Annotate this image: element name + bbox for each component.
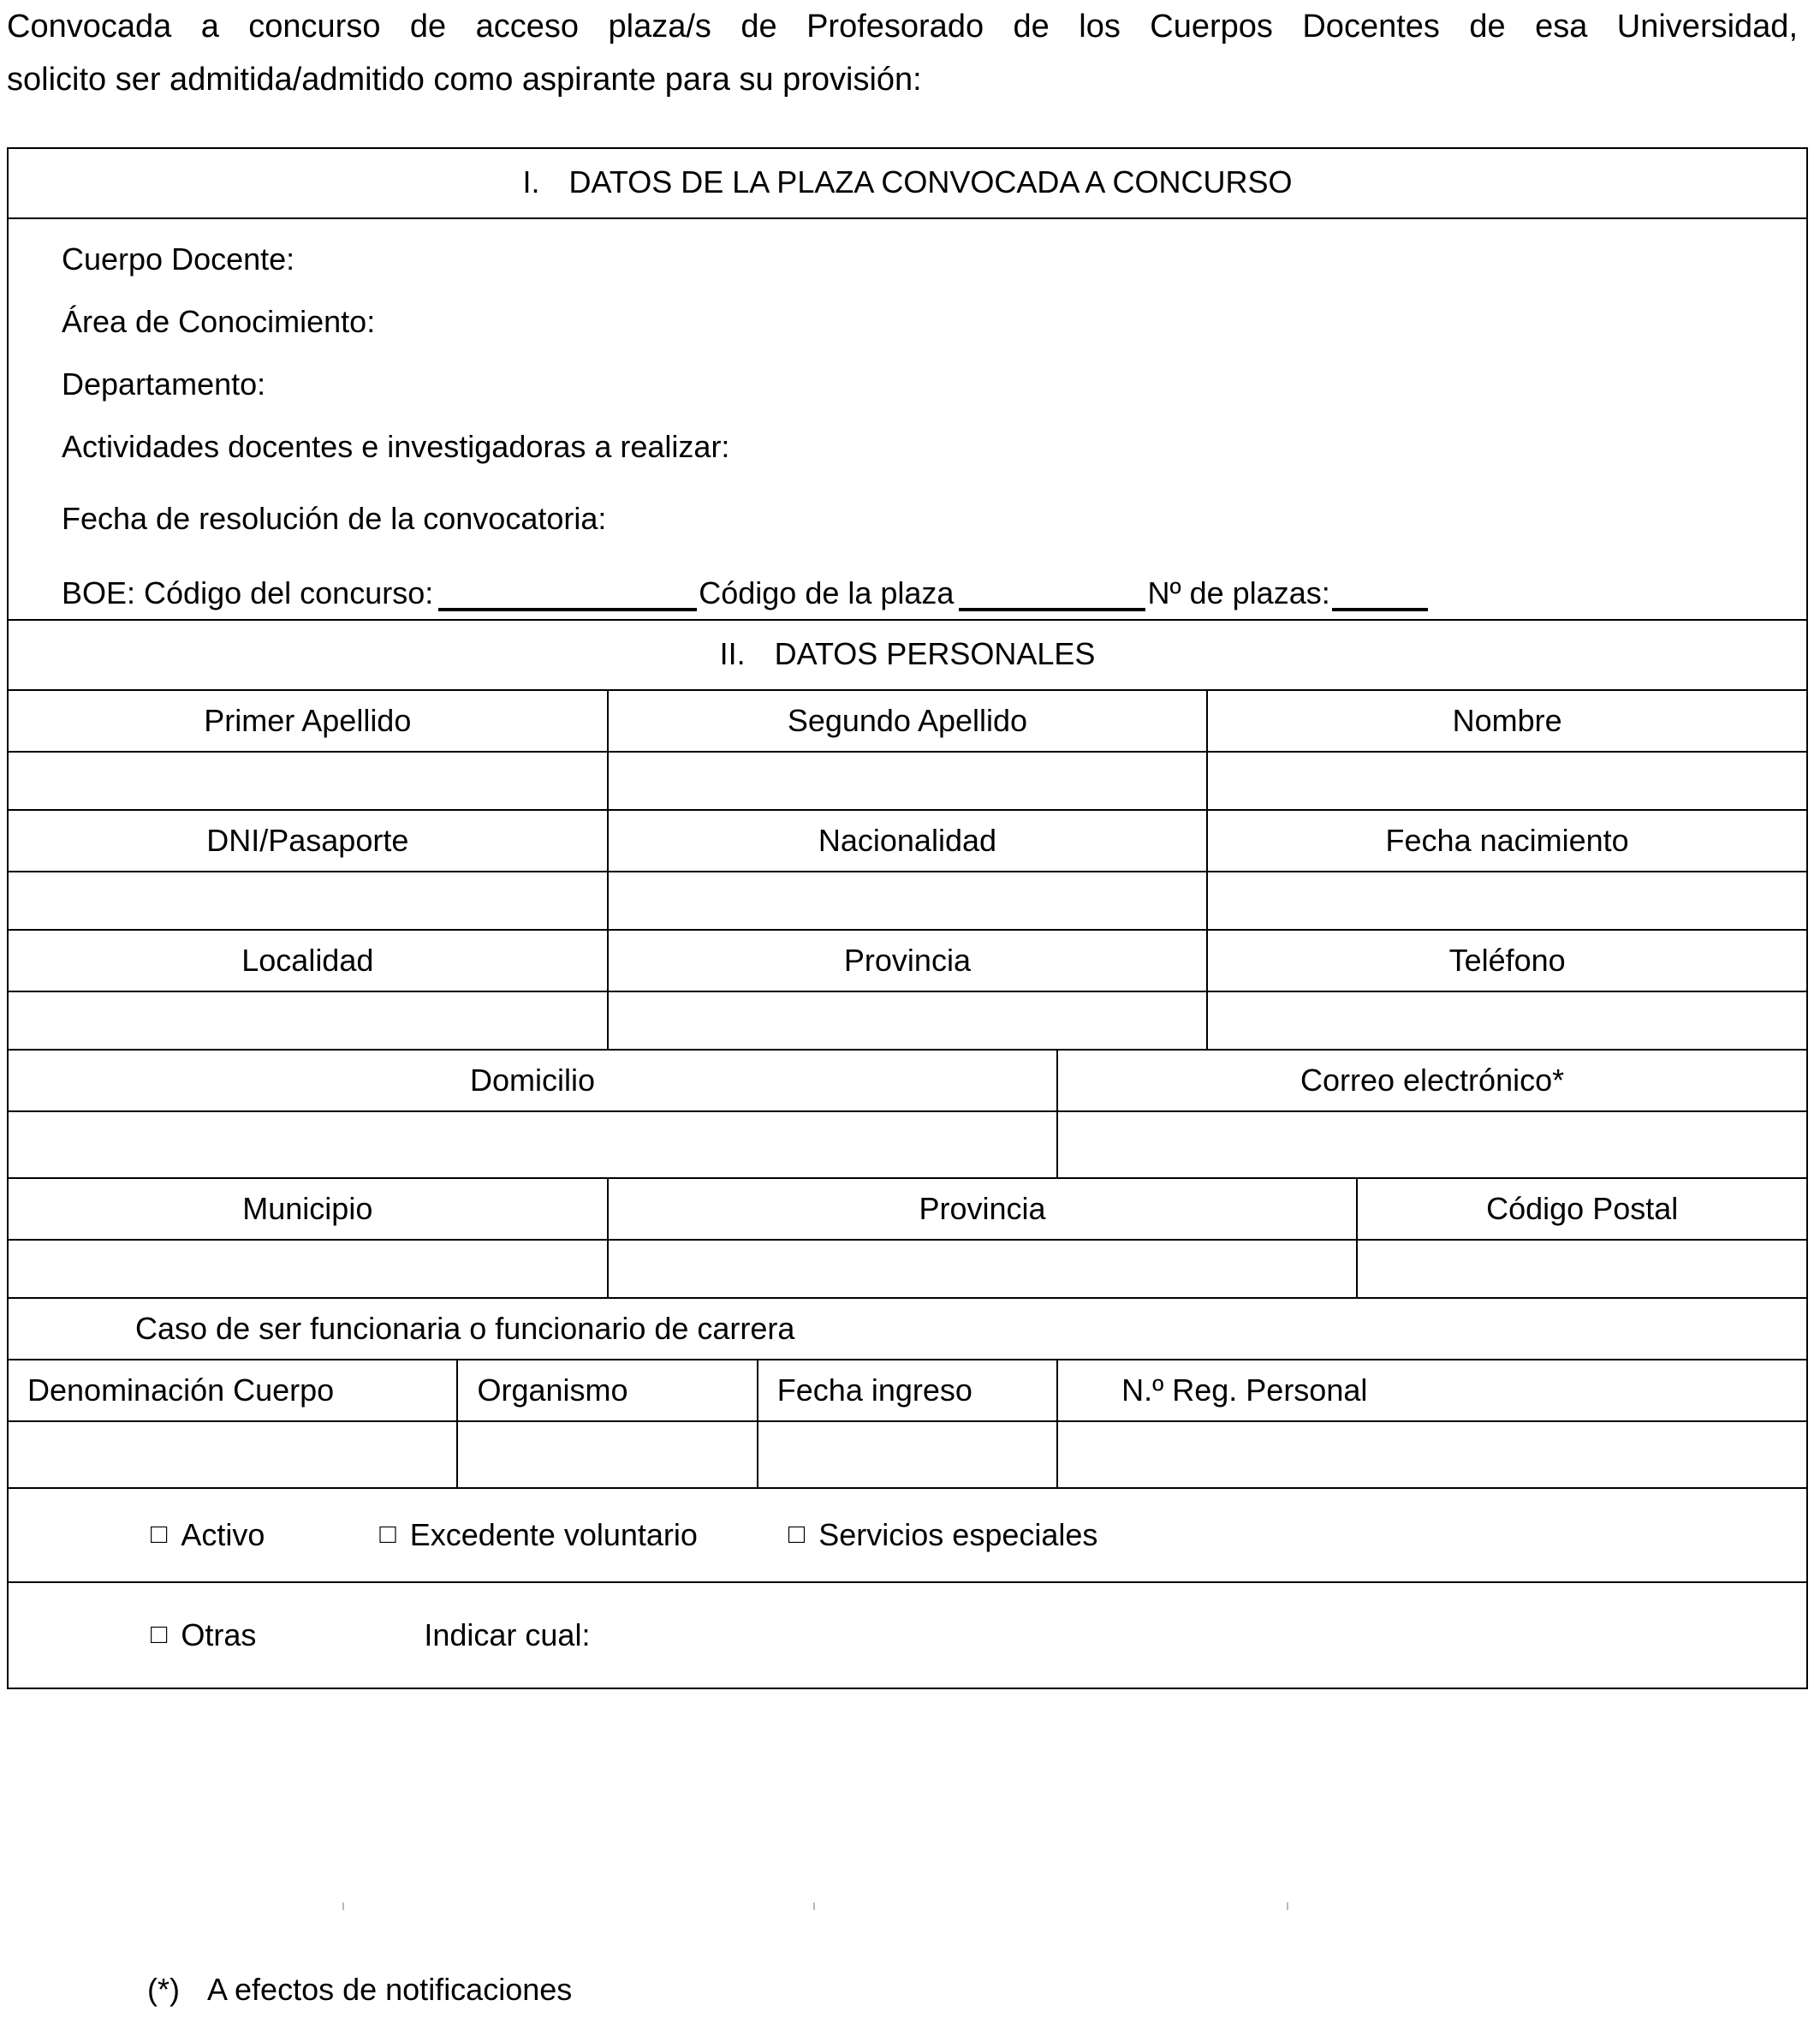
section-1-numeral: I. — [522, 164, 540, 199]
col-header-primer-apellido: Primer Apellido — [8, 690, 608, 752]
section-1-header — [8, 148, 1807, 218]
table-row — [8, 1488, 1807, 1582]
input-provincia-2[interactable] — [608, 1240, 1358, 1298]
checkbox-activo[interactable]: □ — [151, 1518, 168, 1549]
section-1-body-row — [8, 218, 1807, 620]
input-organismo[interactable] — [457, 1421, 757, 1488]
table-row — [8, 1240, 1807, 1298]
input-denominacion-cuerpo[interactable] — [8, 1421, 457, 1488]
ghost-tick-1 — [342, 1902, 344, 1910]
checkbox-servicios-especiales[interactable]: □ — [788, 1518, 806, 1549]
footnote — [147, 1972, 572, 2008]
otras-checkbox-row — [8, 1582, 1807, 1688]
col-header-denominacion-cuerpo: Denominación Cuerpo — [8, 1360, 457, 1421]
col-header-provincia-1: Provincia — [608, 930, 1208, 991]
table-row — [8, 1582, 1807, 1688]
intro-paragraph — [7, 0, 1798, 106]
col-header-segundo-apellido: Segundo Apellido — [608, 690, 1208, 752]
intro-line-1: Convocada a concurso de acceso plaza/s de Profesorado de los Cuerpos Docentes de esa Universidad, — [7, 9, 1798, 45]
input-fecha-ingreso[interactable] — [758, 1421, 1057, 1488]
field-cuerpo-docente: Cuerpo Docente: — [62, 241, 295, 277]
col-header-dni-pasaporte: DNI/Pasaporte — [8, 810, 608, 872]
application-form-table — [7, 147, 1808, 1689]
table-row — [8, 810, 1807, 872]
footnote-text: A efectos de notificaciones — [207, 1972, 573, 2007]
situacion-checkbox-row — [8, 1488, 1807, 1582]
field-departamento: Departamento: — [62, 366, 266, 402]
input-provincia-1[interactable] — [608, 991, 1208, 1050]
table-row — [8, 930, 1807, 991]
field-fecha-resolucion: Fecha de resolución de la convocatoria: — [62, 501, 607, 536]
input-telefono[interactable] — [1207, 991, 1807, 1050]
col-header-fecha-nacimiento: Fecha nacimiento — [1207, 810, 1807, 872]
checkbox-label-servicios-especiales: Servicios especiales — [818, 1517, 1098, 1552]
label-codigo-concurso: BOE: Código del concurso: — [62, 575, 434, 610]
col-header-municipio: Municipio — [8, 1178, 608, 1240]
section-1-body — [8, 218, 1807, 620]
input-num-reg-personal[interactable] — [1057, 1421, 1807, 1488]
checkbox-label-excedente-voluntario: Excedente voluntario — [409, 1517, 698, 1552]
field-area-conocimiento: Área de Conocimiento: — [62, 304, 376, 339]
intro-line-2: solicito ser admitida/admitido como aspirante para su provisión: — [7, 62, 922, 98]
col-header-codigo-postal: Código Postal — [1357, 1178, 1807, 1240]
table-row — [8, 991, 1807, 1050]
col-header-localidad: Localidad — [8, 930, 608, 991]
table-row — [8, 872, 1807, 930]
section-1-title: DATOS DE LA PLAZA CONVOCADA A CONCURSO — [568, 164, 1293, 199]
col-header-provincia-2: Provincia — [608, 1178, 1358, 1240]
table-row — [8, 1178, 1807, 1240]
input-codigo-concurso[interactable] — [438, 579, 697, 611]
input-numero-plazas[interactable] — [1332, 579, 1428, 611]
col-header-fecha-ingreso: Fecha ingreso — [758, 1360, 1057, 1421]
section-2-title: DATOS PERSONALES — [774, 636, 1096, 671]
input-primer-apellido[interactable] — [8, 752, 608, 810]
field-actividades-docentes: Actividades docentes e investigadoras a realizar: — [62, 429, 730, 464]
footnote-marker: (*) — [147, 1972, 180, 2007]
label-indicar-cual: Indicar cual: — [424, 1617, 591, 1652]
input-codigo-plaza[interactable] — [959, 579, 1145, 611]
checkbox-label-activo: Activo — [181, 1517, 265, 1552]
input-dni-pasaporte[interactable] — [8, 872, 608, 930]
boe-line — [62, 575, 1806, 611]
table-row — [8, 690, 1807, 752]
label-codigo-plaza: Código de la plaza — [699, 575, 955, 610]
input-segundo-apellido[interactable] — [608, 752, 1208, 810]
section-2-header — [8, 620, 1807, 690]
label-numero-plazas: Nº de plazas: — [1147, 575, 1330, 610]
table-row — [8, 1298, 1807, 1360]
input-nombre[interactable] — [1207, 752, 1807, 810]
funcionario-heading: Caso de ser funcionaria o funcionario de carrera — [8, 1298, 1807, 1360]
ghost-tick-3 — [1287, 1902, 1288, 1910]
checkbox-label-otras: Otras — [181, 1617, 257, 1652]
input-codigo-postal[interactable] — [1357, 1240, 1807, 1298]
table-row — [8, 1360, 1807, 1421]
input-fecha-nacimiento[interactable] — [1207, 872, 1807, 930]
table-row — [8, 1421, 1807, 1488]
input-localidad[interactable] — [8, 991, 608, 1050]
col-header-nombre: Nombre — [1207, 690, 1807, 752]
col-header-nacionalidad: Nacionalidad — [608, 810, 1208, 872]
col-header-domicilio: Domicilio — [8, 1050, 1057, 1111]
input-nacionalidad[interactable] — [608, 872, 1208, 930]
input-municipio[interactable] — [8, 1240, 608, 1298]
input-correo-electronico[interactable] — [1057, 1111, 1807, 1178]
checkbox-otras[interactable]: □ — [151, 1618, 168, 1649]
ghost-tick-2 — [813, 1902, 815, 1910]
col-header-correo-electronico: Correo electrónico* — [1057, 1050, 1807, 1111]
col-header-num-reg-personal: N.º Reg. Personal — [1057, 1360, 1807, 1421]
input-domicilio[interactable] — [8, 1111, 1057, 1178]
section-2-header-row — [8, 620, 1807, 690]
section-1-header-row — [8, 148, 1807, 218]
col-header-telefono: Teléfono — [1207, 930, 1807, 991]
col-header-organismo: Organismo — [457, 1360, 757, 1421]
checkbox-excedente-voluntario[interactable]: □ — [379, 1518, 396, 1549]
table-row — [8, 1050, 1807, 1111]
table-row — [8, 752, 1807, 810]
section-2-numeral: II. — [719, 636, 746, 671]
table-row — [8, 1111, 1807, 1178]
